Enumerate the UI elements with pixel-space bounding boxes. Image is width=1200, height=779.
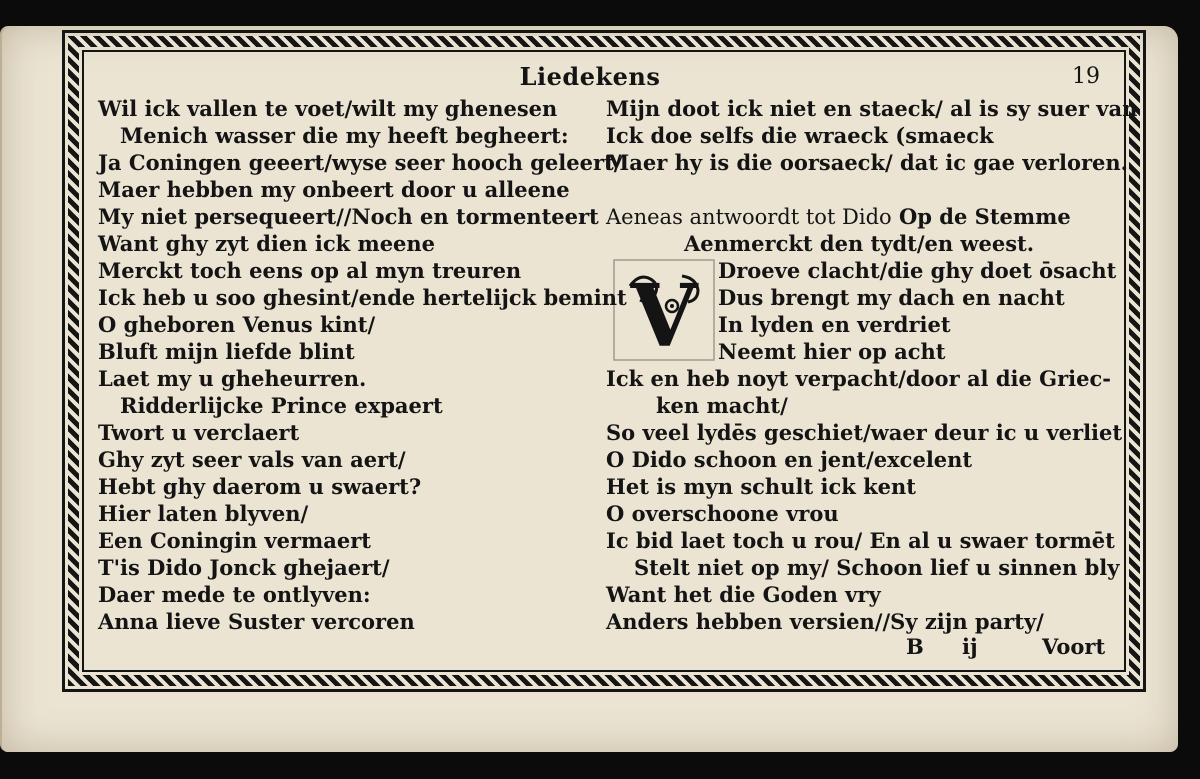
section-heading-prefix: Aeneas antwoordt tot Dido — [606, 205, 892, 229]
section-subheading: Aenmerckt den tydt/en weest. — [684, 231, 1035, 256]
verse-line: In lyden en verdriet — [718, 312, 951, 337]
verse-line: Menich wasser die my heeft begheert: — [120, 123, 569, 148]
verse-line: Daer mede te ontlyven: — [98, 582, 371, 607]
verse-line: Laet my u gheheurren. — [98, 366, 367, 391]
verse-line: Hebt ghy daerom u swaert? — [98, 474, 422, 499]
verse-line: Hier laten blyven/ — [98, 501, 309, 526]
signature-letter: B — [906, 634, 924, 659]
page-title: Liedekens — [519, 62, 661, 91]
verse-line: Ja Coningen geeert/wyse seer hooch geleert/ — [98, 150, 622, 175]
verse-line: Ick heb u soo ghesint/ende hertelijck bemint — [98, 285, 627, 310]
verse-line: Twort u verclaert — [98, 420, 300, 445]
verse-line: Ick doe selfs die wraeck (smaeck — [606, 123, 994, 148]
verse-line: Ghy zyt seer vals van aert/ — [98, 447, 406, 472]
verse-line: Ridderlijcke Prince expaert — [120, 393, 443, 418]
verse-line: Maer hy is die oorsaeck/ dat ic gae verloren. — [606, 150, 1128, 175]
signature-mark: ij — [962, 634, 978, 659]
verse-line: ken macht/ — [656, 393, 788, 418]
page-number: 19 — [1072, 64, 1100, 89]
section-heading-suffix: Op de Stemme — [899, 204, 1071, 229]
verse-line: O gheboren Venus kint/ — [98, 312, 376, 337]
verse-line: Een Coningin vermaert — [98, 528, 371, 553]
verse-line: T'is Dido Jonck ghejaert/ — [98, 555, 390, 580]
verse-line: Anna lieve Suster vercoren — [98, 609, 415, 634]
verse-line: My niet persequeert//Noch en tormenteert — [98, 204, 599, 229]
verse-line: Het is myn schult ick kent — [606, 474, 916, 499]
verse-line: Merckt toch eens op al myn treuren — [98, 258, 522, 283]
verse-line: O overschoone vrou — [606, 501, 839, 526]
initial-letter-glyph: V — [630, 266, 698, 362]
verse-line: O Dido schoon en jent/excelent — [606, 447, 973, 472]
verse-line: So veel lydēs geschiet/waer deur ic u verliet — [606, 420, 1123, 445]
verse-line: Neemt hier op acht — [718, 339, 946, 364]
verse-line: Ick en heb noyt verpacht/door al die Griec- — [606, 366, 1112, 391]
verse-line: Want ghy zyt dien ick meene — [98, 231, 436, 256]
verse-line: Maer hebben my onbeert door u alleene — [98, 177, 570, 202]
catchword: Voort — [1042, 634, 1106, 659]
verse-line: Dus brengt my dach en nacht — [718, 285, 1065, 310]
verse-line: Stelt niet op my/ Schoon lief u sinnen bly — [634, 555, 1120, 580]
verse-line: Droeve clacht/die ghy doet ōsacht — [718, 258, 1117, 283]
verse-line: Mijn doot ick niet en staeck/ al is sy suer van — [606, 96, 1138, 121]
verse-line: Want het die Goden vry — [606, 582, 881, 607]
verse-line: Wil ick vallen te voet/wilt my ghenesen — [98, 96, 558, 121]
decorated-initial-letter — [612, 258, 716, 362]
verse-line: Anders hebben versien//Sy zijn party/ — [606, 609, 1044, 634]
verse-line: Ic bid laet toch u rou/ En al u swaer tormēt — [606, 528, 1115, 553]
verse-line: Bluft mijn liefde blint — [98, 339, 355, 364]
section-heading — [606, 204, 1071, 230]
